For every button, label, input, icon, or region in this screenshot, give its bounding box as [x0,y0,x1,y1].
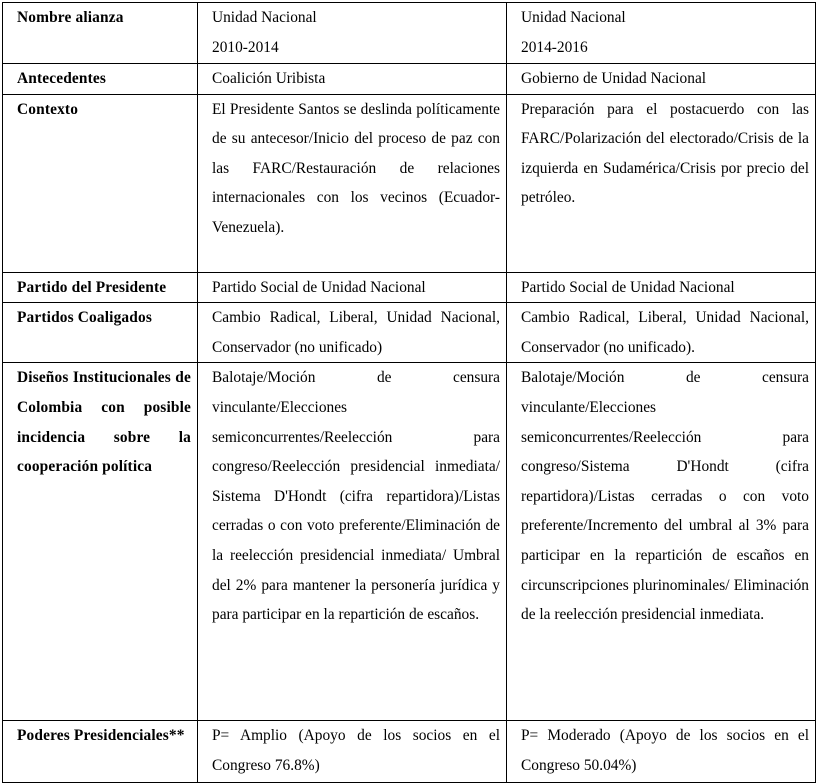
cell-period-1: Cambio Radical, Liberal, Unidad Nacional, Conservador (no unificado) [198,303,507,363]
cell-period-1: El Presidente Santos se deslinda políticamente de su antecesor/Inicio del proceso de paz con las FARC/Restauración de relaciones internacionales con los vecinos (Ecuador-Venezuela). [198,94,507,272]
row-label: Antecedentes [3,64,198,95]
table-row-disenos-institucionales [3,363,816,721]
cell-period-1: P= Amplio (Apoyo de los socios en el Congreso 76.8%) [198,721,507,783]
row-label: Contexto [3,94,198,272]
table-row-antecedentes [3,64,816,95]
table-row-contexto [3,94,816,272]
row-label: Poderes Presidenciales** [3,721,198,783]
table-row-poderes-presidenciales [3,721,816,783]
alliance-years: 2010-2014 [212,38,279,56]
cell-period-1 [198,3,507,64]
cell-period-2: Partido Social de Unidad Nacional [507,272,816,303]
alliance-years: 2014-2016 [521,38,588,56]
table-row-partidos-coaligados [3,303,816,363]
cell-period-2: Cambio Radical, Liberal, Unidad Nacional, Conservador (no unificado). [507,303,816,363]
alliance-comparison-table [2,2,816,783]
alliance-name: Unidad Nacional [521,9,626,26]
alliance-name: Unidad Nacional [212,9,317,26]
row-label: Partidos Coaligados [3,303,198,363]
row-label: Diseños Institucionales de Colombia con posible incidencia sobre la cooperación política [3,363,198,721]
cell-period-1: Coalición Uribista [198,64,507,95]
table-row-partido-presidente [3,272,816,303]
cell-period-1: Balotaje/Moción de censura vinculante/Elecciones semiconcurrentes/Reelección para congreso/Reelección presidencial inmediata/ Sistema D'Hondt (cifra repartidora)/Listas cerradas o con voto preferente/Eliminación de la reelección presidencial inmediata/ Umbral del 2% para mantener la personería jurídica y para participar en la repartición de escaños. [198,363,507,721]
cell-period-2 [507,3,816,64]
cell-period-2: Balotaje/Moción de censura vinculante/Elecciones semiconcurrentes/Reelección para congreso/Sistema D'Hondt (cifra repartidora)/Listas cerradas o con voto preferente/Incremento del umbral al 3% para participar en la repartición de escaños en circunscripciones plurinominales/ Eliminación de la reelección presidencial inmediata. [507,363,816,721]
cell-period-2: Gobierno de Unidad Nacional [507,64,816,95]
cell-period-1: Partido Social de Unidad Nacional [198,272,507,303]
row-label: Partido del Presidente [3,272,198,303]
cell-period-2: P= Moderado (Apoyo de los socios en el Congreso 50.04%) [507,721,816,783]
table-row-nombre-alianza [3,3,816,64]
cell-period-2: Preparación para el postacuerdo con las FARC/Polarización del electorado/Crisis de la izquierda en Sudamérica/Crisis por precio del petróleo. [507,94,816,272]
row-label: Nombre alianza [3,3,198,64]
